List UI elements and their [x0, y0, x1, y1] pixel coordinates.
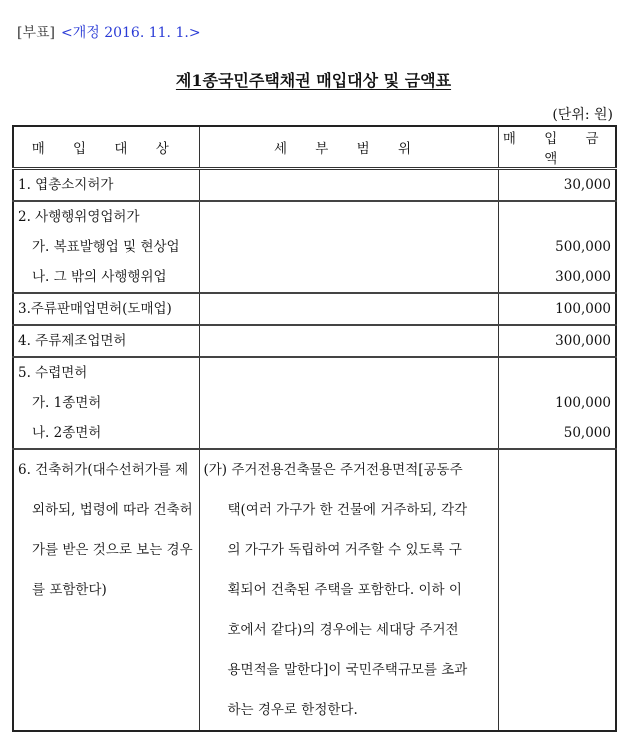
amendment-link[interactable]: <개정 2016. 11. 1.>: [60, 25, 201, 41]
detail: 의 가구가 독립하여 거주할 수 있도록 구: [227, 542, 462, 558]
target-sub: 가. 1종면허: [32, 395, 102, 411]
amount: 100,000: [555, 301, 611, 317]
target: 1. 엽총소지허가: [18, 177, 114, 193]
table-header: [13, 126, 616, 169]
target: 3.주류판매업면허(도매업): [18, 301, 172, 317]
detail: 획되어 건축된 주택을 포함한다. 이하 이: [227, 582, 462, 598]
purchase-table: [12, 125, 617, 732]
detail: (가) 주거전용건축물은 주거전용면적[공동주: [203, 462, 463, 478]
target-sub: 가. 복표발행업 및 현상업: [32, 239, 180, 255]
col-target: 매 입 대 상: [13, 126, 199, 169]
target-sub: 나. 2종면허: [32, 425, 102, 441]
table-row: [13, 201, 616, 293]
detail: 용면적을 말한다]이 국민주택규모를 초과: [227, 662, 468, 678]
table-row: [13, 169, 616, 202]
appendix-label: [부표]: [17, 25, 55, 41]
col-detail: 세 부 범 위: [199, 126, 498, 169]
target: 6. 건축허가(대수선허가를 제: [18, 462, 189, 478]
amount: 300,000: [555, 269, 611, 285]
unit-label: (단위: 원): [552, 107, 613, 123]
table-row: [13, 449, 616, 731]
amount: 50,000: [563, 425, 611, 441]
target: 를 포함한다): [32, 582, 107, 598]
table-row: [13, 357, 616, 449]
amount: 300,000: [555, 333, 611, 349]
detail: 하는 경우로 한정한다.: [227, 702, 358, 718]
target: 4. 주류제조업면허: [18, 333, 127, 349]
amount: 100,000: [555, 395, 611, 411]
target: 가를 받은 것으로 보는 경우: [32, 542, 193, 558]
page-title: 제1종국민주택채권 매입대상 및 금액표: [175, 71, 452, 90]
table-row: [13, 293, 616, 325]
target-sub: 나. 그 밖의 사행행위업: [32, 269, 167, 285]
target: 2. 사행행위영업허가: [18, 209, 140, 225]
table-row: [13, 325, 616, 357]
detail: 택(여러 가구가 한 건물에 거주하되, 각각: [227, 502, 468, 518]
target: 외하되, 법령에 따라 건축허: [32, 502, 193, 518]
appendix-header: [17, 22, 201, 42]
amount: 500,000: [555, 239, 611, 255]
target: 5. 수렵면허: [18, 365, 88, 381]
detail: 호에서 같다)의 경우에는 세대당 주거전: [227, 622, 459, 638]
amount: 30,000: [563, 177, 611, 193]
col-amount: 매 입 금 액: [498, 126, 616, 169]
